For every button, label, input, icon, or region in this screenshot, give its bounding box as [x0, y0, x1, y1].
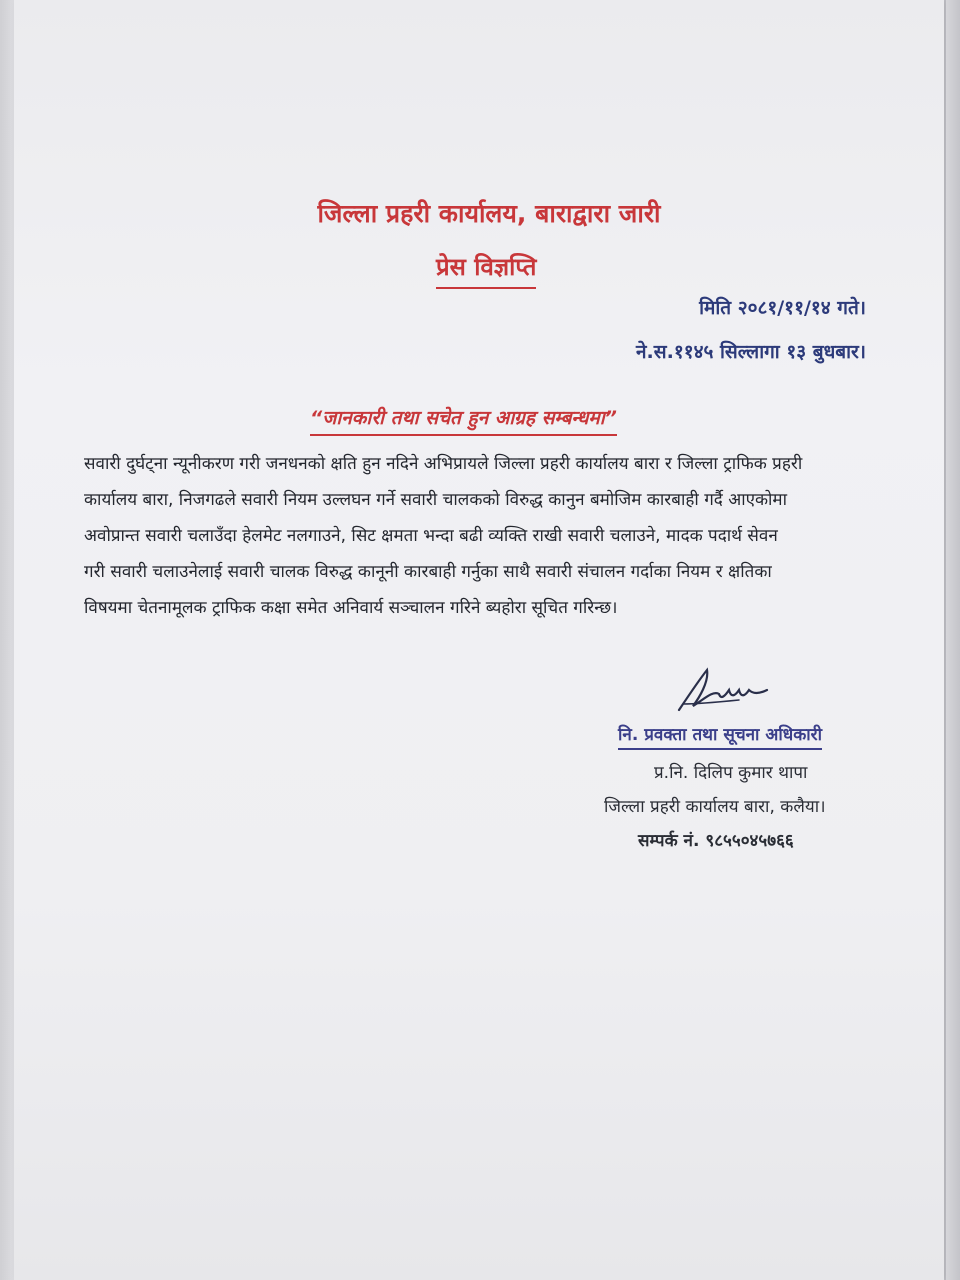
body-line: सवारी दुर्घट्ना न्यूनीकरण गरी जनधनको क्षति हुन नदिने अभिप्रायले जिल्ला प्रहरी कार्यालय बारा र जिल्ला ट्राफिक प्रहरी	[84, 454, 803, 474]
paper-shadow-edge	[946, 0, 960, 1280]
contact-number: सम्पर्क नं. ९८५५०४५७६६	[638, 831, 794, 851]
document-subtitle: प्रेस विज्ञप्ति	[436, 250, 536, 289]
body-line: कार्यालय बारा, निजगढले सवारी नियम उल्लघन गर्ने सवारी चालकको विरुद्ध कानुन बमोजिम कारबाही गर्दै आएकोमा	[84, 490, 788, 510]
nepal-sambat-date-line: ने.स.११४५ सिल्लागा १३ बुधबार।	[636, 341, 866, 363]
body-line: विषयमा चेतनामूलक ट्राफिक कक्षा समेत अनिवार्य सञ्चालन गरिने ब्यहोरा सूचित गरिन्छ।	[84, 598, 618, 618]
subject-heading: “जानकारी तथा सचेत हुन आग्रह सम्बन्धमा”	[310, 404, 617, 436]
document-title: जिल्ला प्रहरी कार्यालय, बाराद्वारा जारी	[317, 199, 661, 228]
signatory-name: प्र.नि. दिलिप कुमार थापा	[654, 763, 808, 783]
paper-sheet	[14, 0, 944, 1280]
body-line: गरी सवारी चलाउनेलाई सवारी चालक विरुद्ध कानूनी कारबाही गर्नुका साथै सवारी संचालन गर्दाका नियम र क्षतिका	[84, 562, 772, 582]
signatory-office: जिल्ला प्रहरी कार्यालय बारा, कलैया।	[604, 797, 826, 817]
body-paragraph	[84, 446, 904, 626]
date-line: मिति २०८१/११/१४ गते।	[699, 297, 866, 319]
body-line: अवोप्रान्त सवारी चलाउँदा हेलमेट नलगाउने, सिट क्षमता भन्दा बढी व्यक्ति राखी सवारी चलाउने, मादक पदार्थ सेवन	[84, 526, 778, 546]
handwritten-signature	[669, 660, 789, 720]
signatory-title: नि. प्रवक्ता तथा सूचना अधिकारी	[618, 722, 822, 750]
